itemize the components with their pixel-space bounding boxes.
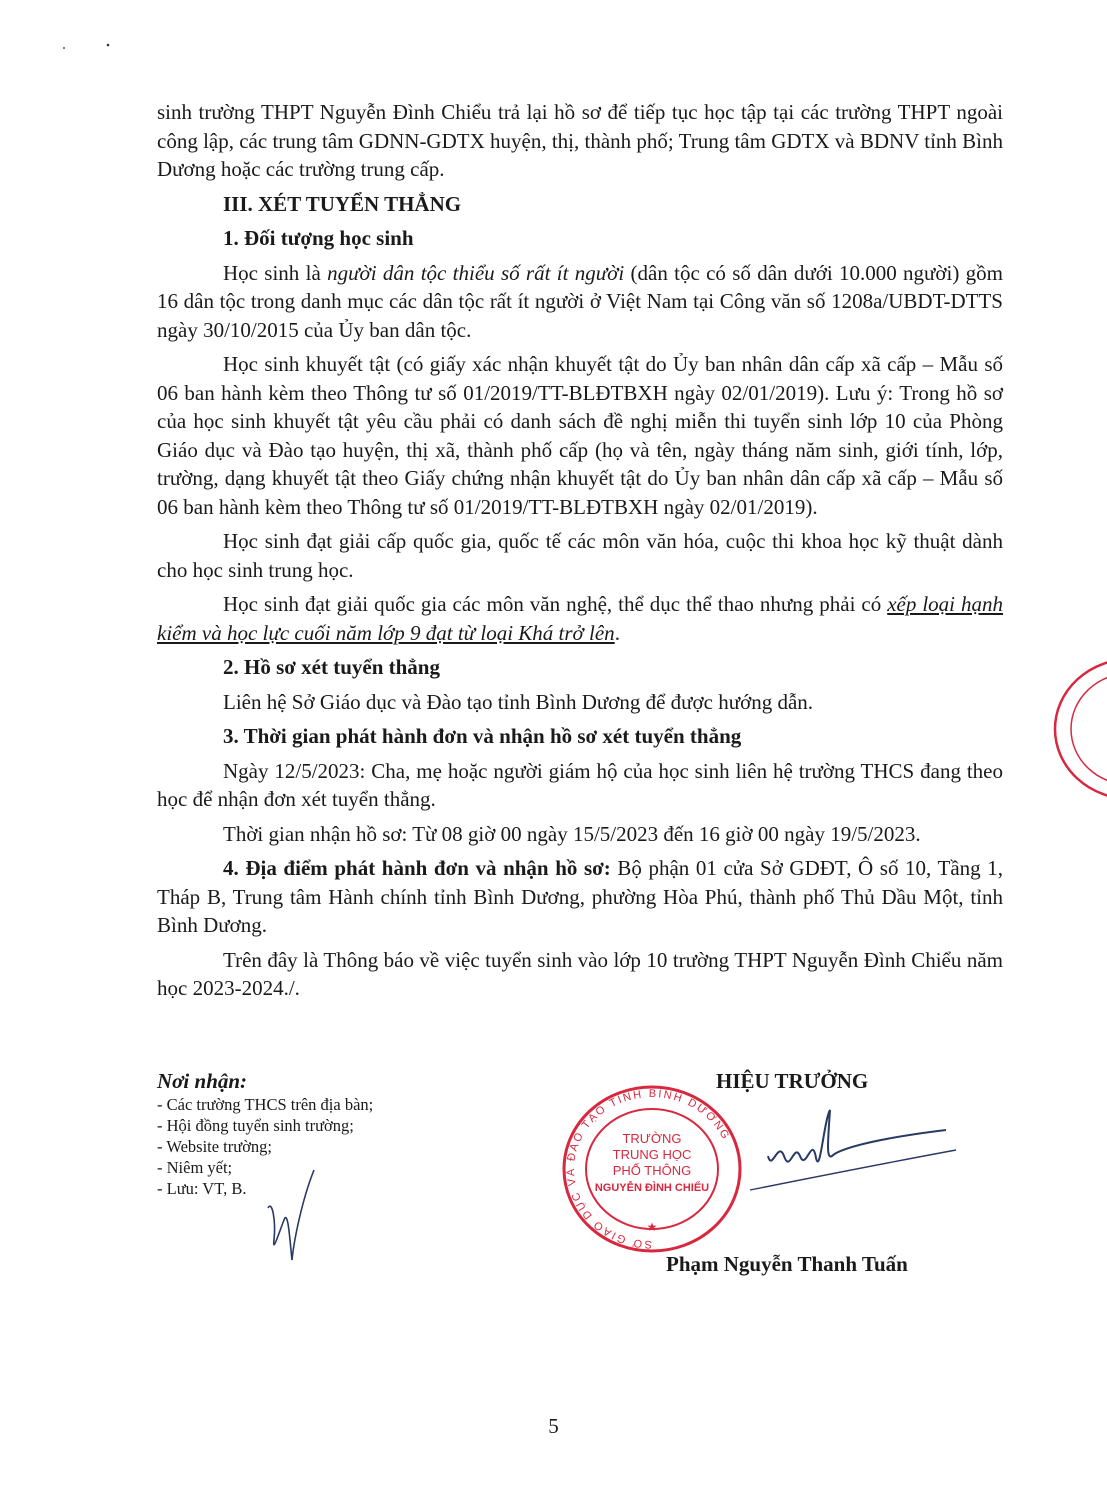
- initials-signature: [262, 1160, 322, 1270]
- page-number: 5: [548, 1414, 559, 1438]
- subsection-4-title: 4. Địa điểm phát hành đơn và nhận hồ sơ:: [223, 856, 611, 880]
- scan-marks: [60, 38, 120, 48]
- signer-title: HIỆU TRƯỞNG: [716, 1069, 869, 1093]
- paragraph-receive-time: Thời gian nhận hồ sơ: Từ 08 giờ 00 ngày 15/5/2023 đến 16 giờ 00 ngày 19/5/2023.: [223, 821, 921, 846]
- conduct-requirement: xếp loại hạnh kiểm và học lực cuối năm lớp 9 đạt từ loại Khá trở lên: [157, 592, 1004, 645]
- official-stamp: [559, 1081, 745, 1255]
- paragraph-disabled: Học sinh khuyết tật (có giấy xác nhận khuyết tật do Ủy ban nhân dân cấp xã cấp – Mẫu số 06 ban hành kèm theo Thông tư số 01/2019/TT-BLĐTBXH ngày 02/01/2019). Lưu ý: Trong hồ sơ của học sinh khuyết tật yêu cầu phải có danh sách đề nghị miễn thi tuyển sinh lớp 10 của Phòng Giáo dục và Đào tạo huyện, thị xã, thành phố cấp (họ và tên, ngày tháng năm sinh, giới tính, lớp, trường, dạng khuyết tật theo Giấy chứng nhận khuyết tật do Ủy ban nhân dân cấp xã cấp – Mẫu số 06 ban hành kèm theo Thông tư số 01/2019/TT-BLĐTBXH ngày 02/01/2019).: [157, 352, 1003, 519]
- section-title: III. XÉT TUYỂN THẲNG: [223, 191, 462, 216]
- document-body: [157, 98, 1003, 1003]
- principal-signature: [720, 1100, 960, 1210]
- recipients-block: [157, 1068, 487, 1199]
- paragraph-arts-sports: Học sinh đạt giải quốc gia các môn văn nghệ, thể dục thể thao nhưng phải có xếp loại hạnh kiểm và học lực cuối năm lớp 9 đạt từ loại Khá trở lên.: [157, 592, 1004, 645]
- paragraph-national-award: Học sinh đạt giải cấp quốc gia, quốc tế các môn văn hóa, cuộc thi khoa học kỹ thuật dành cho học sinh trung học.: [157, 529, 1003, 582]
- stamp-line-1: TRƯỜNG: [622, 1131, 682, 1146]
- paragraph-issue-date: Ngày 12/5/2023: Cha, mẹ hoặc người giám hộ của học sinh liên hệ trường THCS đang theo học để nhận đơn xét tuyển thẳng.: [157, 758, 1003, 811]
- paragraph-location: 4. Địa điểm phát hành đơn và nhận hồ sơ: Bộ phận 01 cửa Sở GDĐT, Ô số 10, Tầng 1, Tháp B, Trung tâm Hành chính tỉnh Bình Dương, phường Hòa Phú, thành phố Thủ Dầu Một, tỉnh Bình Dương.: [157, 856, 1003, 937]
- recipient-item: - Niêm yết;: [157, 1158, 233, 1177]
- subsection-3-title: 3. Thời gian phát hành đơn và nhận hồ sơ xét tuyển thẳng: [223, 724, 742, 748]
- recipient-item: - Hội đồng tuyển sinh trường;: [157, 1116, 354, 1135]
- paragraph-continued: sinh trường THPT Nguyễn Đình Chiểu trả lại hồ sơ để tiếp tục học tập tại các trường THPT ngoài công lập, các trung tâm GDNN-GDTX huyện, thị, thành phố; Trung tâm GDTX và BDNV tỉnh Bình Dương hoặc các trường trung cấp.: [157, 100, 1003, 181]
- ethnic-emphasis: người dân tộc thiểu số rất ít người: [327, 260, 625, 285]
- recipient-item: - Website trường;: [157, 1137, 273, 1156]
- paragraph-closing: Trên đây là Thông báo về việc tuyển sinh vào lớp 10 trường THPT Nguyễn Đình Chiểu năm học 2023-2024./.: [157, 947, 1003, 1000]
- subsection-1-title: 1. Đối tượng học sinh: [223, 226, 414, 250]
- signer-name: Phạm Nguyễn Thanh Tuấn: [666, 1252, 908, 1276]
- stamp-line-4: NGUYỄN ĐÌNH CHIỂU: [594, 1182, 710, 1194]
- stamp-line-2: TRUNG HỌC: [612, 1147, 692, 1162]
- paragraph-ethnic: Học sinh là người dân tộc thiểu số rất ít người (dân tộc có số dân dưới 10.000 người) gồm 16 dân tộc trong danh mục các dân tộc rất ít người ở Việt Nam tại Công văn số 1208a/UBDT-DTTS ngày 30/10/2015 của Ủy ban dân tộc.: [157, 260, 1003, 342]
- stamp-ring-text: SỞ GIÁO DỤC VÀ ĐÀO TẠO TỈNH BÌNH DƯƠNG: [564, 1087, 733, 1251]
- recipient-item: - Các trường THCS trên địa bàn;: [157, 1095, 374, 1114]
- recipients-title: Nơi nhận:: [157, 1069, 248, 1093]
- subsection-2-title: 2. Hồ sơ xét tuyển thẳng: [223, 655, 440, 679]
- paragraph-contact: Liên hệ Sở Giáo dục và Đào tạo tỉnh Bình Dương để được hướng dẫn.: [223, 689, 814, 714]
- stamp-line-3: PHỔ THÔNG: [612, 1163, 692, 1178]
- side-seal-stamp: [1043, 656, 1107, 802]
- recipient-item: - Lưu: VT, B.: [157, 1179, 247, 1198]
- svg-text:★: ★: [646, 1220, 658, 1234]
